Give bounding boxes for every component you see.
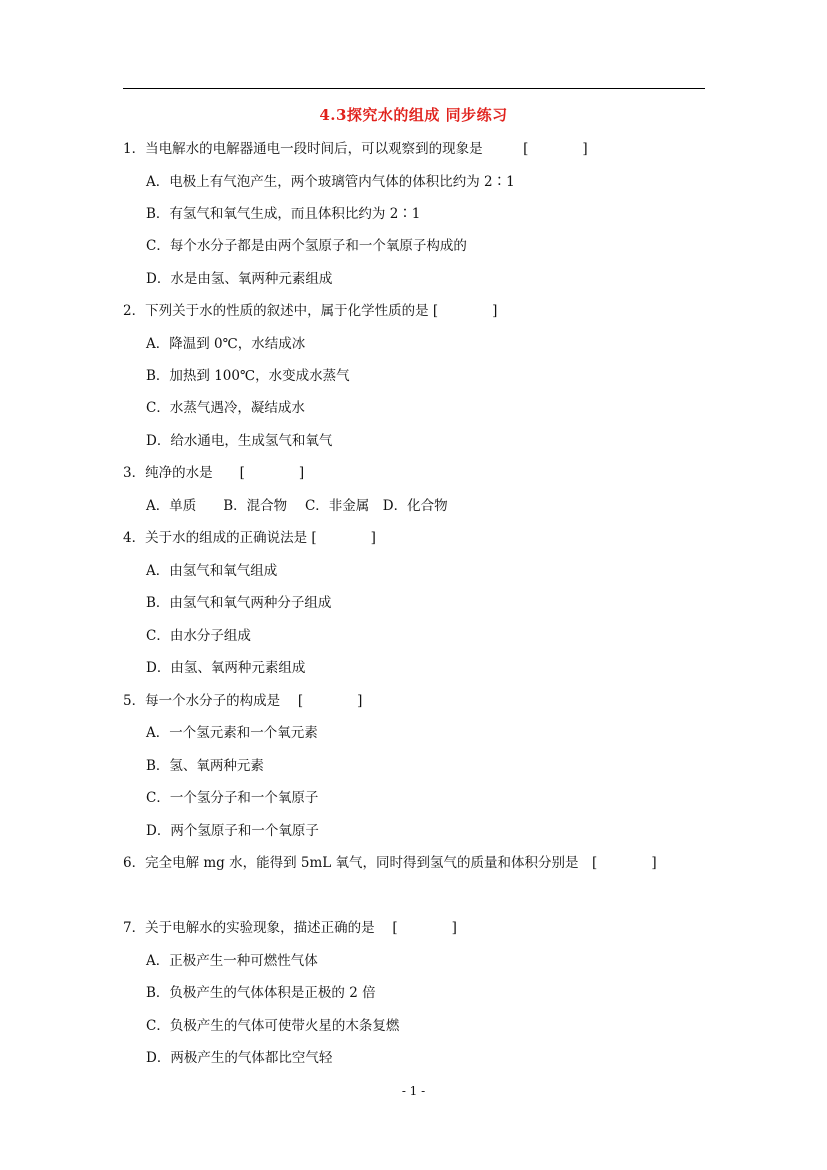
option-5c: C．一个氢分子和一个氧原子 bbox=[146, 790, 319, 806]
question-7: 7．关于电解水的实验现象，描述正确的是 [ ] bbox=[123, 920, 457, 936]
option-2c: C．水蒸气遇冷，凝结成水 bbox=[146, 400, 305, 416]
option-4a: A．由氢气和氧气组成 bbox=[146, 563, 278, 579]
option-7b: B．负极产生的气体体积是正极的 2 倍 bbox=[146, 985, 376, 1001]
option-4c: C．由水分子组成 bbox=[146, 628, 251, 644]
option-2b: B．加热到 100℃，水变成水蒸气 bbox=[146, 368, 350, 384]
option-2d: D．给水通电，生成氢气和氧气 bbox=[146, 433, 333, 449]
option-5b: B．氢、氧两种元素 bbox=[146, 758, 264, 774]
option-7c: C．负极产生的气体可使带火星的木条复燃 bbox=[146, 1018, 400, 1034]
option-3: A．单质 B．混合物 C．非金属 D．化合物 bbox=[146, 498, 448, 514]
option-4d: D．由氢、氧两种元素组成 bbox=[146, 660, 306, 676]
option-5d: D．两个氢原子和一个氧原子 bbox=[146, 823, 319, 839]
option-7d: D．两极产生的气体都比空气轻 bbox=[146, 1050, 333, 1066]
option-7a: A．正极产生一种可燃性气体 bbox=[146, 953, 318, 969]
page-title: 4.3探究水的组成 同步练习 bbox=[319, 106, 508, 124]
page-number: - 1 - bbox=[401, 1084, 426, 1098]
option-1d: D．水是由氢、氧两种元素组成 bbox=[146, 271, 333, 287]
option-1a: A．电极上有气泡产生，两个玻璃管内气体的体积比约为 2∶1 bbox=[146, 174, 515, 190]
question-6: 6．完全电解 mg 水，能得到 5mL 氧气，同时得到氢气的质量和体积分别是 [ ] bbox=[123, 855, 657, 871]
question-2: 2．下列关于水的性质的叙述中，属于化学性质的是 [ ] bbox=[123, 303, 498, 319]
option-4b: B．由氢气和氧气两种分子组成 bbox=[146, 595, 332, 611]
option-2a: A．降温到 0℃，水结成冰 bbox=[146, 336, 306, 352]
question-5: 5．每一个水分子的构成是 [ ] bbox=[123, 693, 363, 709]
question-3: 3．纯净的水是 [ ] bbox=[123, 465, 305, 481]
question-1: 1．当电解水的电解器通电一段时间后，可以观察到的现象是 [ ] bbox=[123, 141, 588, 157]
option-1b: B．有氢气和氧气生成，而且体积比约为 2∶1 bbox=[146, 206, 421, 222]
option-1c: C．每个水分子都是由两个氢原子和一个氧原子构成的 bbox=[146, 238, 467, 254]
header-rule bbox=[123, 88, 705, 89]
option-5a: A．一个氢元素和一个氧元素 bbox=[146, 725, 318, 741]
question-4: 4．关于水的组成的正确说法是 [ ] bbox=[123, 530, 376, 546]
